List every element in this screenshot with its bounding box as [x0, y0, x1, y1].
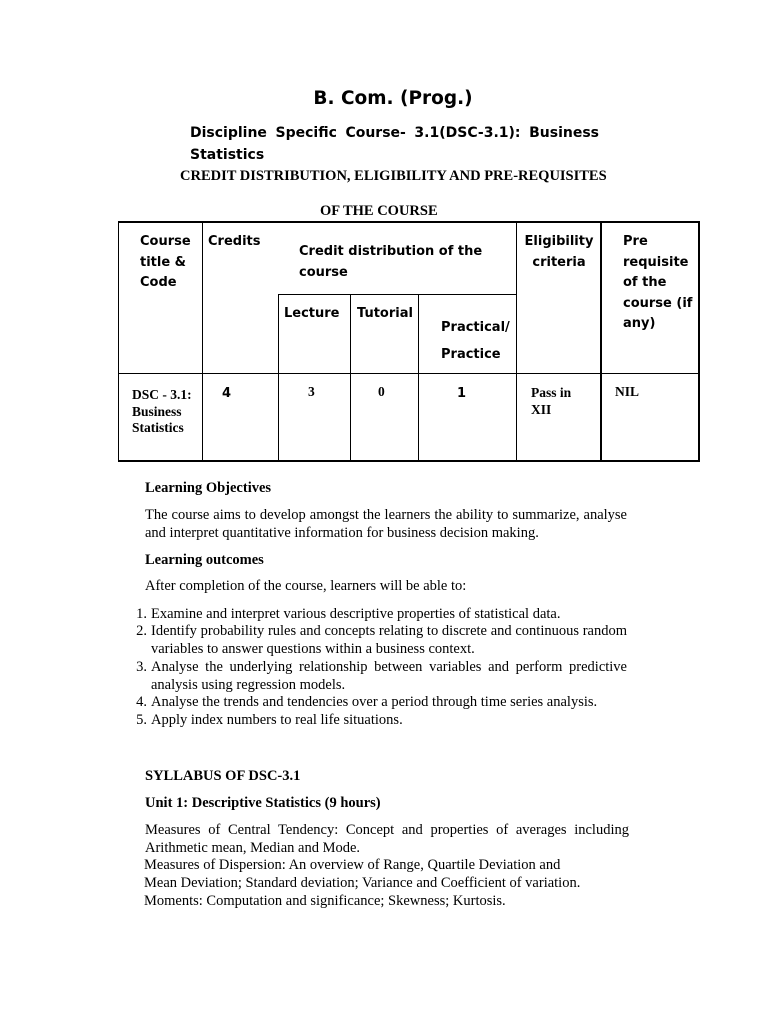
header-credits: Credits: [208, 234, 261, 249]
credit-heading: CREDIT DISTRIBUTION, ELIGIBILITY AND PRE-REQUISITES: [180, 168, 607, 184]
syllabus-heading: SYLLABUS OF DSC-3.1: [145, 768, 301, 784]
program-title: B. Com. (Prog.): [313, 88, 473, 109]
header-course-title: Course title & Code: [140, 234, 191, 290]
row-eligibility: Pass in XII: [531, 385, 572, 417]
learning-outcomes-intro: After completion of the course, learners will be able to:: [145, 578, 467, 594]
table-border-bottom: [118, 460, 700, 462]
unit-label: Unit 1: [145, 795, 184, 811]
table-col-line: [516, 221, 517, 462]
table-border-middle: [118, 373, 700, 374]
header-eligibility: Eligibility criteria: [524, 234, 594, 270]
list-number: 3.: [136, 659, 147, 675]
learning-outcomes-heading: Learning outcomes: [145, 552, 264, 568]
table-border-top: [118, 221, 700, 223]
list-number: 1.: [136, 606, 147, 622]
row-course: DSC - 3.1: Business Statistics: [132, 387, 192, 435]
row-lecture: 3: [308, 384, 315, 399]
list-number: 5.: [136, 712, 147, 728]
list-item-text: Analyse the trends and tendencies over a period through time series analysis.: [151, 694, 598, 710]
header-practical: Practical/ Practice: [441, 320, 510, 362]
learning-objectives-heading: Learning Objectives: [145, 480, 272, 496]
table-col-line: [600, 221, 602, 462]
unit-heading: [145, 794, 381, 812]
table-col-line: [418, 294, 419, 462]
list-item-text: Analyse the underlying relationship between variables and perform predictive analysis using regression models.: [151, 659, 627, 693]
table-col-line: [202, 221, 203, 462]
course-heading: Discipline Specific Course- 3.1(DSC-3.1): Business Statistics: [190, 125, 599, 163]
header-credit-distribution: Credit distribution of the course: [299, 244, 483, 280]
header-lecture: Lecture: [284, 306, 340, 321]
header-prerequisite: Pre requisite of the course (if any): [623, 234, 693, 331]
list-number: 2.: [136, 623, 147, 639]
list-item-text: Apply index numbers to real life situations.: [151, 712, 403, 728]
table-col-line: [118, 221, 119, 462]
unit-paragraph: Measures of Central Tendency: Concept and properties of averages including Arithmetic mean, Median and Mode.: [145, 822, 629, 856]
table-col-line: [278, 294, 279, 462]
unit-title: : Descriptive Statistics (9 hours): [183, 795, 381, 811]
header-tutorial: Tutorial: [357, 306, 413, 321]
list-item-text: Identify probability rules and concepts relating to discrete and continuous random variables to answer questions within a business context.: [151, 623, 627, 657]
row-credits: 4: [222, 386, 232, 401]
list-item-text: Examine and interpret various descriptive properties of statistical data.: [151, 606, 561, 622]
row-tutorial: 0: [378, 384, 385, 399]
credit-heading-line2: OF THE COURSE: [320, 203, 438, 219]
row-practical: 1: [457, 386, 467, 401]
row-prerequisite: NIL: [615, 384, 640, 399]
learning-objectives-text: The course aims to develop amongst the learners the ability to summarize, analyse and interpret quantitative information for business decision making.: [145, 507, 627, 541]
table-subheader-line: [278, 294, 517, 295]
table-col-line: [350, 294, 351, 462]
unit-paragraph: Measures of Dispersion: An overview of Range, Quartile Deviation and Mean Deviation; Standard deviation; Variance and Coefficient of variation. Moments: Computation and significance; Skewness; Kurtosis.: [144, 857, 581, 909]
list-number: 4.: [136, 694, 147, 710]
